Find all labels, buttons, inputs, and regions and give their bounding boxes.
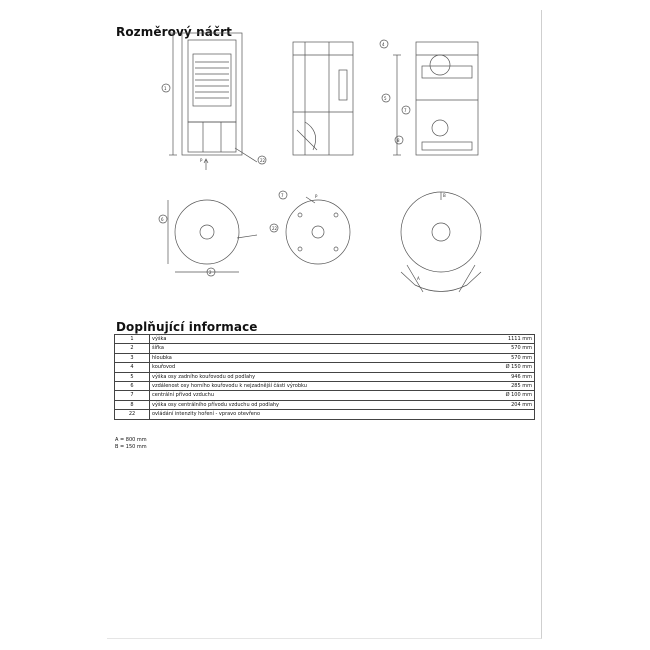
table-cell-value: Ø 100 mm <box>470 391 535 400</box>
side-view-drawing <box>293 42 353 155</box>
table-cell-desc: kouřovod <box>150 363 471 372</box>
table-row <box>115 382 535 391</box>
callout-5: 5 <box>384 96 387 101</box>
table-cell-value: 570 mm <box>470 344 535 353</box>
callout-22: 22 <box>260 158 266 163</box>
table-cell-num: 2 <box>115 344 150 353</box>
section-title-additional-info: Doplňující informace <box>116 320 258 334</box>
table-row <box>115 335 535 344</box>
note-b: B = 150 mm <box>115 444 147 450</box>
callout-a: A <box>417 276 420 281</box>
callout-4: 4 <box>382 42 385 47</box>
table-row <box>115 353 535 362</box>
table-row <box>115 372 535 381</box>
callout-b: B <box>443 193 446 198</box>
callout-8: 8 <box>397 138 400 143</box>
note-a: A = 800 mm <box>115 437 147 443</box>
table-cell-value: 285 mm <box>470 382 535 391</box>
section-title-dimension-sketch: Rozměrový náčrt <box>116 25 233 39</box>
table-cell-num: 3 <box>115 353 150 362</box>
table-cell-desc: centrální přívod vzduchu <box>150 391 471 400</box>
callout-p: P <box>200 158 203 163</box>
callout-p2: P <box>315 194 318 199</box>
table-cell-num: 22 <box>115 410 150 419</box>
table-cell-value: 946 mm <box>470 372 535 381</box>
callout-1: 1 <box>164 86 167 91</box>
document-page <box>107 10 542 639</box>
table-row <box>115 344 535 353</box>
clearance-view-drawing <box>401 192 481 292</box>
table-cell-num: 4 <box>115 363 150 372</box>
table-cell-num: 6 <box>115 382 150 391</box>
table-row <box>115 363 535 372</box>
top-view-drawing <box>159 200 278 276</box>
table-cell-value: 570 mm <box>470 353 535 362</box>
table-cell-num: 8 <box>115 400 150 409</box>
table-cell-desc: výška osy zadního kouřovodu od podlahy <box>150 372 471 381</box>
table-cell-value <box>470 410 535 419</box>
table-row <box>115 400 535 409</box>
table-row <box>115 391 535 400</box>
callout-2: 2 <box>209 270 212 275</box>
table-cell-desc: ovládání intenzity hoření - vpravo otevřeno <box>150 410 471 419</box>
callout-7: 7 <box>404 108 407 113</box>
info-table <box>114 334 535 420</box>
rear-view-drawing <box>380 40 478 155</box>
table-cell-desc: výška <box>150 335 471 344</box>
table-cell-desc: hloubka <box>150 353 471 362</box>
table-cell-value: 1111 mm <box>470 335 535 344</box>
table-cell-desc: šířka <box>150 344 471 353</box>
table-cell-num: 5 <box>115 372 150 381</box>
callout-6: 6 <box>161 217 164 222</box>
dimension-drawings <box>107 10 541 320</box>
table-row <box>115 410 535 419</box>
front-view-drawing <box>162 33 266 170</box>
callout-22b: 22 <box>272 226 278 231</box>
table-cell-num: 7 <box>115 391 150 400</box>
callout-7b: 7 <box>281 193 284 198</box>
base-view-drawing <box>279 191 350 264</box>
table-cell-num: 1 <box>115 335 150 344</box>
table-cell-desc: výška osy centrálního přívodu vzduchu od podlahy <box>150 400 471 409</box>
table-cell-value: Ø 150 mm <box>470 363 535 372</box>
table-cell-value: 204 mm <box>470 400 535 409</box>
table-cell-desc: vzdálenost osy horního kouřovodu k nejzadnější části výrobku <box>150 382 471 391</box>
